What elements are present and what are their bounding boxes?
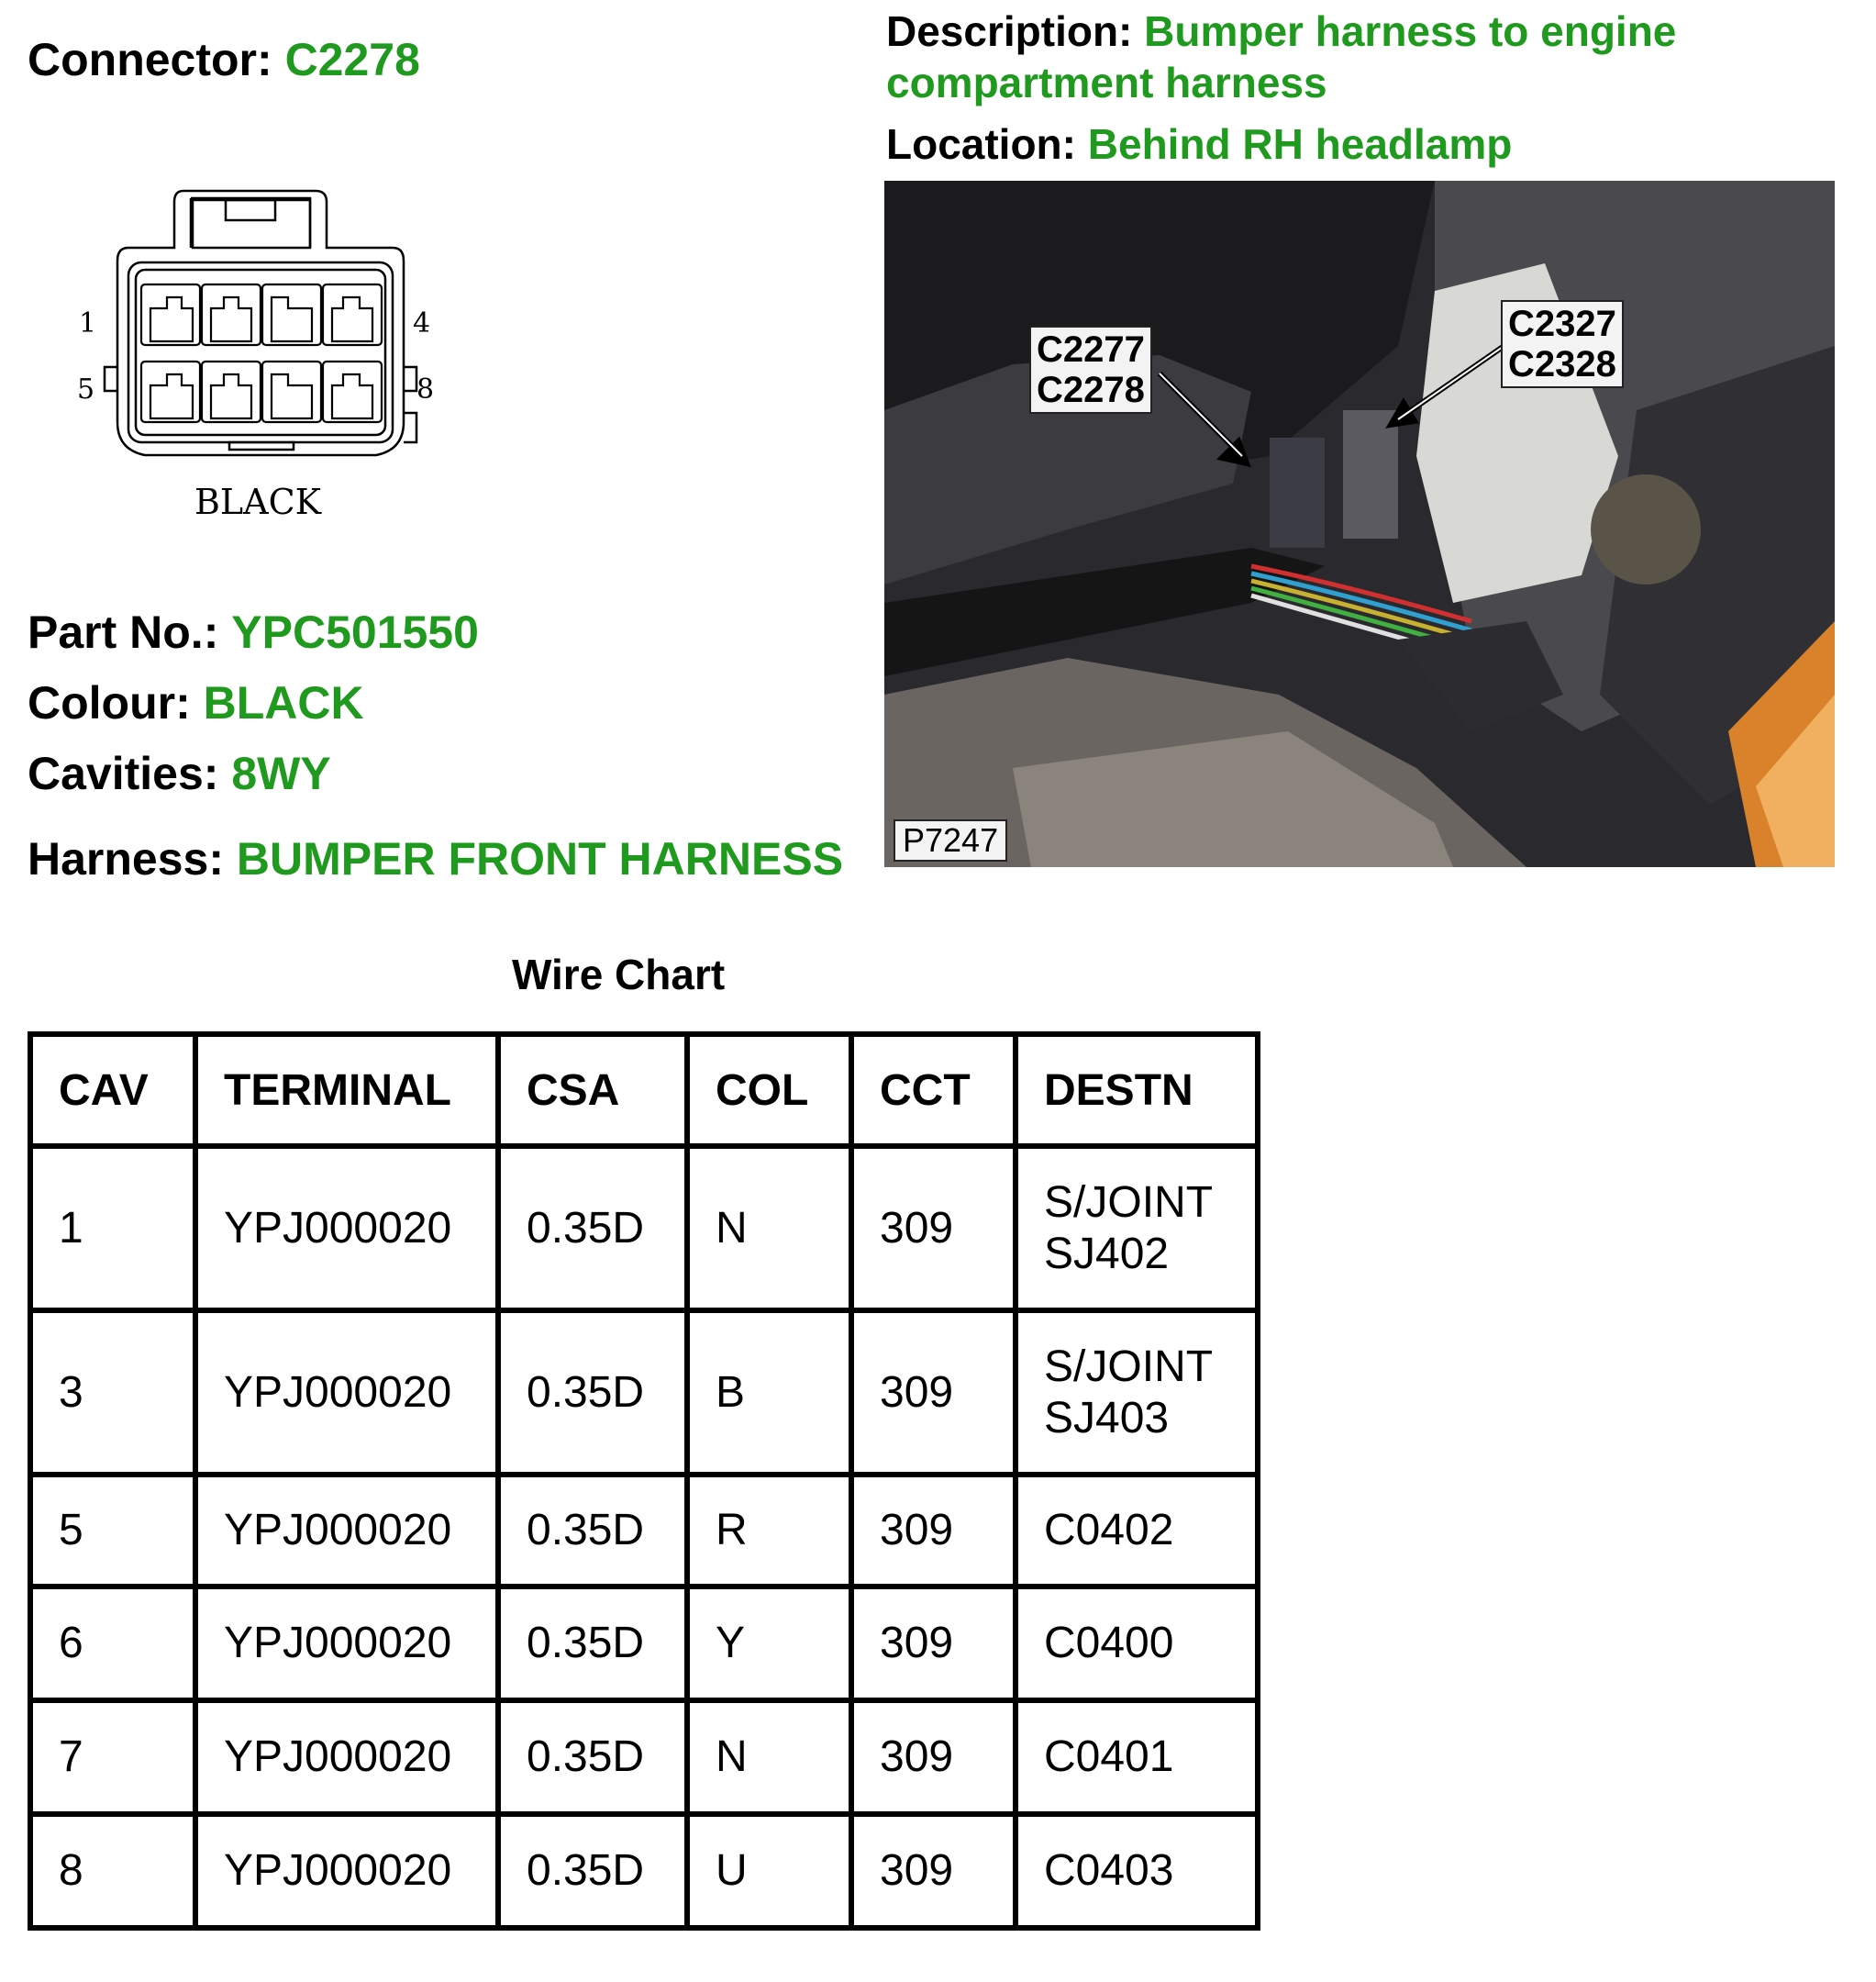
location-label: Location:: [886, 120, 1076, 168]
header-col: COL: [687, 1034, 851, 1146]
colour-value: BLACK: [203, 677, 364, 729]
connector-line: [28, 33, 420, 86]
part-no-label: Part No.:: [28, 607, 219, 658]
cell-cav: 5: [30, 1475, 195, 1587]
photo-image: [884, 181, 1835, 867]
part-no-value: YPC501550: [231, 607, 479, 658]
cell-destn: C0401: [1016, 1700, 1258, 1814]
table-row: [30, 1587, 1258, 1700]
table-row: [30, 1814, 1258, 1928]
cell-destn: C0403: [1016, 1814, 1258, 1928]
cell-terminal: YPJ000020: [195, 1146, 498, 1310]
location-value: Behind RH headlamp: [1087, 120, 1513, 168]
pin-label-1: 1: [79, 307, 97, 340]
callout-c2328: C2328: [1508, 344, 1616, 384]
harness-value: BUMPER FRONT HARNESS: [236, 833, 844, 885]
cell-col: U: [687, 1814, 851, 1928]
photo-id-label: P7247: [894, 819, 1007, 862]
callout-c2277: C2277: [1037, 329, 1145, 370]
colour-line: [28, 676, 364, 729]
cell-terminal: YPJ000020: [195, 1310, 498, 1475]
photo-callout-left: [1029, 326, 1152, 414]
wire-chart-table: [28, 1031, 1260, 1931]
destn-line1: S/JOINT: [1044, 1177, 1214, 1227]
cell-terminal: YPJ000020: [195, 1814, 498, 1928]
connector-location-photo: [884, 181, 1835, 867]
cell-col: N: [687, 1146, 851, 1310]
cell-csa: 0.35D: [498, 1587, 687, 1700]
cell-cav: 1: [30, 1146, 195, 1310]
table-row: [30, 1700, 1258, 1814]
cell-destn: [1016, 1146, 1258, 1310]
cell-cav: 3: [30, 1310, 195, 1475]
description-value-line1: Bumper harness to engine: [1144, 7, 1677, 55]
pin-label-8: 8: [416, 373, 435, 406]
cell-cav: 6: [30, 1587, 195, 1700]
location-line: [886, 119, 1512, 169]
pin-label-4: 4: [413, 307, 431, 340]
header-cct: CCT: [851, 1034, 1016, 1146]
table-row: [30, 1146, 1258, 1310]
cell-terminal: YPJ000020: [195, 1475, 498, 1587]
photo-callout-right: [1501, 300, 1624, 388]
cell-destn: C0402: [1016, 1475, 1258, 1587]
cell-cct: 309: [851, 1146, 1016, 1310]
cell-cct: 309: [851, 1587, 1016, 1700]
part-no-line: [28, 606, 479, 659]
table-row: [30, 1475, 1258, 1587]
harness-label: Harness:: [28, 833, 224, 885]
cell-csa: 0.35D: [498, 1310, 687, 1475]
cell-terminal: YPJ000020: [195, 1587, 498, 1700]
cell-csa: 0.35D: [498, 1814, 687, 1928]
diagram-colour-text: BLACK: [194, 482, 322, 522]
cavities-line: [28, 747, 331, 800]
cell-cct: 309: [851, 1310, 1016, 1475]
header-cav: CAV: [30, 1034, 195, 1146]
cell-cav: 8: [30, 1814, 195, 1928]
connector-value: C2278: [284, 34, 420, 85]
pin-label-5: 5: [77, 373, 95, 406]
description-label: Description:: [886, 7, 1133, 55]
header-csa: CSA: [498, 1034, 687, 1146]
harness-line: [28, 832, 843, 885]
cell-col: B: [687, 1310, 851, 1475]
cavities-value: 8WY: [231, 748, 331, 799]
cell-destn: C0400: [1016, 1587, 1258, 1700]
callout-c2327: C2327: [1508, 304, 1616, 344]
cell-cav: 7: [30, 1700, 195, 1814]
destn-line1: S/JOINT: [1044, 1342, 1214, 1391]
cavities-label: Cavities:: [28, 748, 219, 799]
destn-line2: SJ403: [1044, 1393, 1170, 1442]
cell-cct: 309: [851, 1814, 1016, 1928]
cell-terminal: YPJ000020: [195, 1700, 498, 1814]
connector-label: Connector:: [28, 34, 272, 85]
description-block: [886, 6, 1676, 108]
cell-csa: 0.35D: [498, 1475, 687, 1587]
cell-cct: 309: [851, 1700, 1016, 1814]
callout-c2278: C2278: [1037, 370, 1145, 410]
colour-label: Colour:: [28, 677, 191, 729]
cell-col: N: [687, 1700, 851, 1814]
header-terminal: TERMINAL: [195, 1034, 498, 1146]
cell-csa: 0.35D: [498, 1146, 687, 1310]
wire-chart-title: Wire Chart: [512, 951, 726, 998]
cell-col: R: [687, 1475, 851, 1587]
cell-destn: [1016, 1310, 1258, 1475]
table-header-row: [30, 1034, 1258, 1146]
description-value-line2: compartment harness: [886, 59, 1327, 106]
cell-cct: 309: [851, 1475, 1016, 1587]
cell-csa: 0.35D: [498, 1700, 687, 1814]
header-destn: DESTN: [1016, 1034, 1258, 1146]
table-row: [30, 1310, 1258, 1475]
destn-line2: SJ402: [1044, 1229, 1170, 1278]
cell-col: Y: [687, 1587, 851, 1700]
connector-face-diagram: [64, 174, 468, 541]
